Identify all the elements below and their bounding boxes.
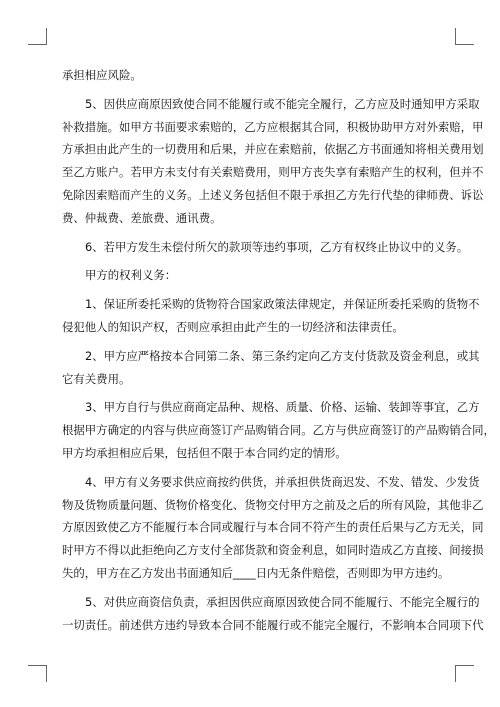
paragraph-a3 [62, 396, 495, 464]
text-line: 方原因致使乙方不能履行本合同或履行与本合同不符产生的责任后果与乙方无关，同 [62, 520, 484, 535]
crop-mark-bottom-left [28, 665, 47, 682]
text-line: 6、若甲方发生未偿付所欠的款项等违约事项，乙方有权终止协议中的义务。 [85, 239, 469, 254]
text-line: 5、对供应商资信负责，承担因供应商原因致使合同不能履行、不能完全履行的 [85, 594, 480, 609]
text-line: 一切责任。前述供方违约导致本合同不能履行或不能完全履行，不影响本合同项下代 [62, 617, 484, 632]
text-line: 费、仲裁费、差旅费、通讯费。 [62, 210, 222, 225]
text-line: 4、甲方有义务要求供应商按约供货，并承担供货商迟发、不发、错发、少发货 [85, 474, 480, 489]
text-line: 2、甲方应严格按本合同第二条、第三条约定向乙方支付货款及资金利息，或其 [85, 348, 480, 363]
text-line: 甲方均承担相应后果，包括但不限于本合同约定的情形。 [62, 445, 347, 460]
crop-mark-top-right [455, 28, 474, 45]
text-line: 5、因供应商原因致使合同不能履行或不能完全履行，乙方应及时通知甲方采取 [85, 96, 480, 111]
document-body [62, 64, 495, 636]
text-line: 承担相应风险。 [62, 68, 142, 82]
text-line: 方承担由此产生的一切费用和后果，并应在索赔前，依据乙方书面通知将相关费用划 [62, 142, 484, 157]
text-line: 甲方的权利义务： [85, 268, 177, 283]
paragraph-p0 [62, 64, 444, 87]
paragraph-heading [62, 264, 444, 287]
paragraph-p5 [62, 93, 484, 230]
crop-mark-top-left [28, 28, 47, 45]
paragraph-a1 [62, 293, 480, 339]
text-line: 时甲方不得以此拒绝向乙方支付全部货款和资金利息，如同时造成乙方直接、间接损 [62, 543, 484, 558]
text-line: 3、甲方自行与供应商商定品种、规格、质量、价格、运输、装卸等事宜，乙方 [85, 400, 480, 415]
text-line: 根据甲方确定的内容与供应商签订产品购销合同。乙方与供应商签订的产品购销合同， [62, 423, 495, 438]
paragraph-p6 [62, 236, 469, 259]
crop-mark-bottom-right [455, 665, 474, 682]
text-line: 补救措施。如甲方书面要求索赔的，乙方应根据其合同，积极协助甲方对外索赔，甲 [62, 119, 484, 134]
text-line: 至乙方账户。若甲方未支付有关索赔费用，则甲方丧失享有索赔产生的权利，但并不 [62, 165, 484, 180]
paragraph-a2 [62, 345, 480, 391]
text-line: 它有关费用。 [62, 371, 131, 386]
text-line: 失的，甲方在乙方发出书面通知后____日内无条件赔偿，否则即为甲方违约。 [62, 565, 450, 580]
text-line: 物及货物质量问题、货物价格变化、货物交付甲方之前及之后的所有风险，其他非乙 [62, 497, 484, 512]
text-line: 免除因索赔而产生的义务。上述义务包括但不限于承担乙方先行代垫的律师费、诉讼 [62, 187, 484, 202]
text-line: 1、保证所委托采购的货物符合国家政策法律规定，并保证所委托采购的货物不 [85, 297, 480, 312]
paragraph-a4 [62, 471, 484, 585]
paragraph-a5 [62, 591, 484, 637]
text-line: 侵犯他人的知识产权，否则应承担由此产生的一切经济和法律责任。 [62, 319, 404, 334]
